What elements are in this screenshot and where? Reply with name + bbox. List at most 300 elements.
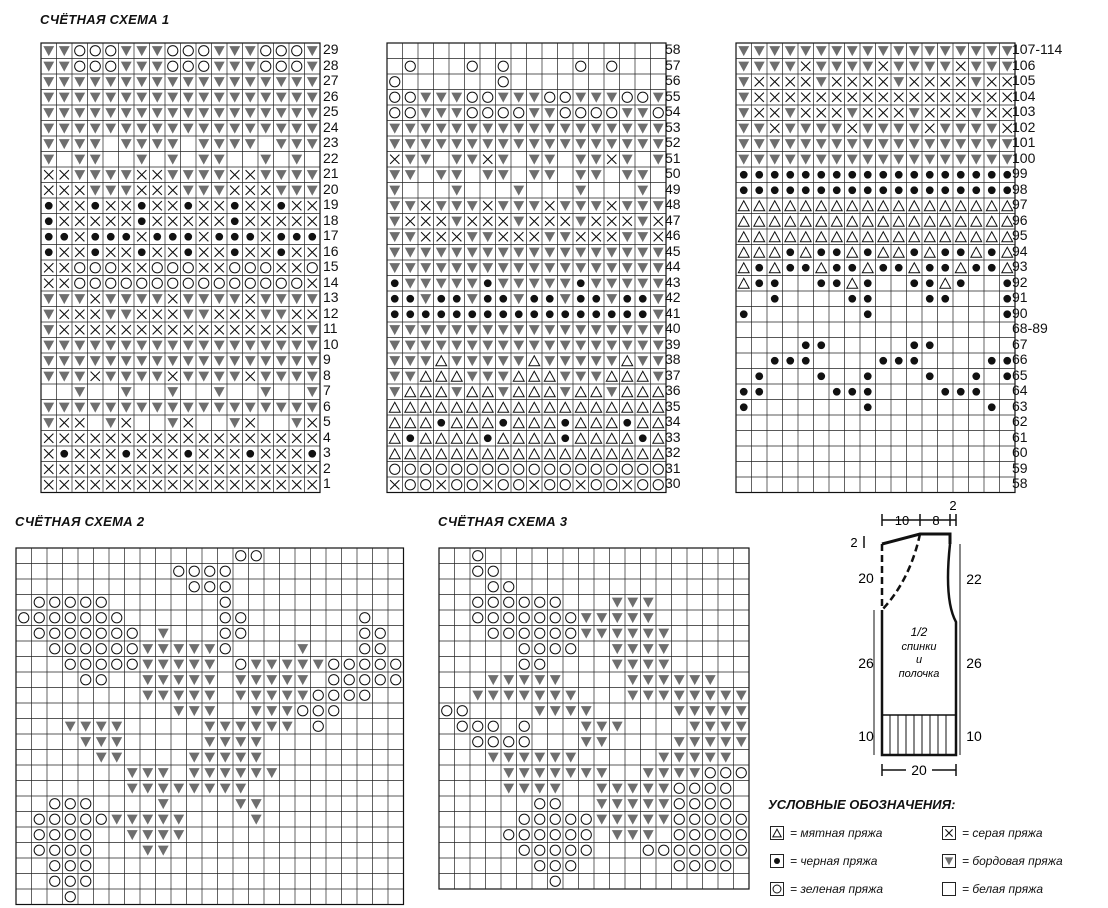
legend-label: = белая пряжа: [962, 882, 1044, 896]
row-number-label: 23: [323, 134, 339, 150]
black-yarn-stitch: [277, 248, 285, 256]
black-yarn-stitch: [817, 171, 825, 179]
black-yarn-stitch: [740, 186, 748, 194]
black-yarn-stitch: [817, 186, 825, 194]
row-number-label: 58: [665, 41, 681, 57]
row-number-label: 12: [323, 304, 339, 321]
black-yarn-stitch: [802, 357, 810, 365]
black-yarn-stitch: [107, 233, 115, 241]
black-yarn-stitch: [623, 419, 631, 427]
black-yarn-stitch: [848, 171, 856, 179]
legend-item: [942, 854, 1063, 868]
garment-pattern-diagram: [838, 500, 1008, 780]
black-yarn-stitch: [308, 450, 316, 458]
row-number-label: 99: [1012, 165, 1028, 181]
black-yarn-stitch: [184, 233, 192, 241]
black-yarn-stitch: [895, 264, 903, 272]
dim-left-26: 26: [858, 655, 874, 671]
black-yarn-stitch: [802, 186, 810, 194]
black-yarn-stitch: [755, 279, 763, 287]
black-yarn-stitch: [910, 186, 918, 194]
black-yarn-stitch: [639, 434, 647, 442]
black-yarn-stitch: [60, 233, 68, 241]
black-yarn-stitch: [391, 295, 399, 303]
row-number-label: 56: [665, 72, 681, 88]
black-yarn-stitch: [926, 171, 934, 179]
black-yarn-stitch: [215, 233, 223, 241]
row-number-label: 48: [665, 196, 681, 212]
black-yarn-stitch: [740, 310, 748, 318]
black-yarn-stitch: [577, 310, 585, 318]
black-yarn-stitch: [817, 279, 825, 287]
row-number-label: 34: [665, 413, 681, 429]
black-yarn-stitch: [484, 295, 492, 303]
scheme2-title: СЧЁТНАЯ СХЕМА 2: [15, 514, 145, 529]
row-number-label: 29: [323, 41, 339, 57]
black-yarn-stitch: [530, 295, 538, 303]
black-yarn-stitch: [771, 279, 779, 287]
row-number-label: 14: [323, 273, 339, 290]
black-yarn-stitch: [926, 295, 934, 303]
burgundy-yarn-stitch: [945, 857, 953, 865]
black-yarn-stitch: [879, 264, 887, 272]
black-yarn-stitch: [786, 171, 794, 179]
black-yarn-stitch: [169, 233, 177, 241]
row-number-label: 17: [323, 227, 339, 243]
row-number-label: 52: [665, 134, 681, 150]
legend-item: [770, 882, 883, 896]
black-yarn-stitch: [592, 310, 600, 318]
legend-symbol-icon: [770, 882, 784, 896]
row-number-label: 16: [323, 242, 339, 259]
row-number-label: 107-114: [1012, 41, 1063, 57]
row-number-label: 3: [323, 444, 331, 460]
black-yarn-stitch: [817, 341, 825, 349]
black-yarn-stitch: [91, 202, 99, 210]
row-number-label: 106: [1012, 56, 1036, 73]
black-yarn-stitch: [406, 295, 414, 303]
black-yarn-stitch: [941, 171, 949, 179]
row-number-label: 55: [665, 87, 681, 104]
row-number-label: 38: [665, 351, 681, 367]
black-yarn-stitch: [864, 186, 872, 194]
black-yarn-stitch: [864, 295, 872, 303]
black-yarn-stitch: [277, 202, 285, 210]
row-number-label: 67: [1012, 335, 1028, 352]
black-yarn-stitch: [246, 233, 254, 241]
black-yarn-stitch: [437, 419, 445, 427]
row-number-label: 91: [1012, 289, 1028, 305]
legend-title: УСЛОВНЫЕ ОБОЗНАЧЕНИЯ:: [768, 797, 956, 812]
black-yarn-stitch: [755, 264, 763, 272]
black-yarn-stitch: [1003, 372, 1011, 380]
row-number-label: 21: [323, 165, 339, 181]
black-yarn-stitch: [864, 279, 872, 287]
black-yarn-stitch: [592, 295, 600, 303]
row-number-label: 50: [665, 165, 681, 181]
black-yarn-stitch: [957, 171, 965, 179]
black-yarn-stitch: [771, 295, 779, 303]
black-yarn-stitch: [484, 434, 492, 442]
row-number-label: 27: [323, 72, 339, 88]
row-number-label: 26: [323, 87, 339, 104]
black-yarn-stitch: [817, 372, 825, 380]
black-yarn-stitch: [755, 171, 763, 179]
scheme3-grid: [438, 547, 750, 890]
dim-left-10: 10: [858, 728, 874, 744]
black-yarn-stitch: [988, 357, 996, 365]
black-yarn-stitch: [1003, 310, 1011, 318]
row-number-label: 10: [323, 335, 339, 352]
black-yarn-stitch: [972, 372, 980, 380]
row-number-label: 97: [1012, 196, 1028, 212]
row-number-label: 62: [1012, 413, 1028, 429]
black-yarn-stitch: [561, 310, 569, 318]
black-yarn-stitch: [926, 372, 934, 380]
black-yarn-stitch: [122, 233, 130, 241]
black-yarn-stitch: [453, 295, 461, 303]
black-yarn-stitch: [972, 264, 980, 272]
black-yarn-stitch: [941, 264, 949, 272]
black-yarn-stitch: [988, 403, 996, 411]
row-number-label: 22: [323, 149, 339, 166]
black-yarn-stitch: [561, 419, 569, 427]
black-yarn-stitch: [740, 388, 748, 396]
black-yarn-stitch: [988, 264, 996, 272]
black-yarn-stitch: [864, 403, 872, 411]
black-yarn-stitch: [910, 171, 918, 179]
black-yarn-stitch: [817, 248, 825, 256]
green-yarn-stitch: [773, 885, 781, 893]
dim-left-20: 20: [858, 570, 874, 586]
row-number-label: 94: [1012, 242, 1028, 259]
gray-yarn-stitch: [945, 829, 952, 836]
row-number-label: 11: [323, 320, 338, 336]
black-yarn-stitch: [406, 310, 414, 318]
black-yarn-stitch: [608, 310, 616, 318]
black-yarn-stitch: [833, 264, 841, 272]
row-number-label: 40: [665, 320, 681, 336]
pattern-label-line4: полочка: [898, 668, 940, 680]
scheme3-title: СЧЁТНАЯ СХЕМА 3: [438, 514, 568, 529]
black-yarn-stitch: [802, 264, 810, 272]
row-number-label: 18: [323, 211, 339, 228]
row-number-label: 6: [323, 397, 331, 414]
black-yarn-stitch: [957, 388, 965, 396]
row-number-label: 104: [1012, 87, 1036, 104]
black-yarn-stitch: [1003, 279, 1011, 287]
black-yarn-stitch: [391, 279, 399, 287]
black-yarn-stitch: [184, 450, 192, 458]
black-yarn-stitch: [941, 186, 949, 194]
black-yarn-stitch: [972, 171, 980, 179]
row-number-label: 100: [1012, 149, 1036, 166]
chart-grid-svg: [735, 42, 1016, 494]
black-yarn-stitch: [786, 248, 794, 256]
black-yarn-stitch: [910, 279, 918, 287]
mint-yarn-stitch: [773, 829, 781, 837]
legend-symbol-icon: [942, 826, 956, 840]
row-number-label: 2: [323, 459, 331, 476]
black-yarn-stitch: [771, 186, 779, 194]
black-yarn-stitch: [546, 310, 554, 318]
black-yarn-stitch: [499, 310, 507, 318]
legend-item: [942, 882, 1043, 896]
black-yarn-stitch: [957, 186, 965, 194]
black-yarn-stitch: [122, 450, 130, 458]
row-number-label: 13: [323, 289, 339, 305]
black-yarn-stitch: [833, 248, 841, 256]
row-number-label: 65: [1012, 366, 1028, 383]
black-yarn-stitch: [833, 171, 841, 179]
black-yarn-stitch: [879, 171, 887, 179]
dim-bottom-20: 20: [911, 762, 927, 778]
row-number-label: 53: [665, 118, 681, 135]
dim-top-2: 2: [949, 500, 957, 513]
black-yarn-stitch: [499, 419, 507, 427]
black-yarn-stitch: [786, 186, 794, 194]
black-yarn-stitch: [988, 171, 996, 179]
black-yarn-stitch: [833, 186, 841, 194]
row-number-label: 58: [1012, 475, 1028, 491]
black-yarn-stitch: [848, 186, 856, 194]
black-yarn-stitch: [138, 217, 146, 225]
black-yarn-stitch: [484, 279, 492, 287]
black-yarn-stitch: [910, 341, 918, 349]
black-yarn-stitch: [895, 171, 903, 179]
black-yarn-stitch: [740, 171, 748, 179]
pattern-label-line2: спинки: [901, 641, 937, 653]
black-yarn-stitch: [639, 310, 647, 318]
row-number-label: 90: [1012, 304, 1028, 321]
row-number-label: 19: [323, 196, 339, 212]
black-yarn-stitch: [910, 248, 918, 256]
row-number-label: 68-89: [1012, 320, 1048, 336]
black-yarn-stitch: [848, 388, 856, 396]
legend-symbol-icon: [770, 826, 784, 840]
row-number-label: 8: [323, 366, 331, 383]
row-number-label: 42: [665, 289, 681, 305]
black-yarn-stitch: [437, 310, 445, 318]
chart-grid-svg: [15, 547, 405, 906]
row-number-label: 47: [665, 211, 681, 228]
black-yarn-stitch: [895, 357, 903, 365]
row-number-label: 105: [1012, 72, 1036, 88]
row-number-label: 30: [665, 475, 681, 491]
scheme1-panel-left-grid: [40, 42, 321, 494]
row-number-label: 64: [1012, 382, 1028, 398]
black-yarn-stitch: [1003, 357, 1011, 365]
black-yarn-stitch: [802, 341, 810, 349]
legend-symbol-icon: [942, 882, 956, 896]
black-yarn-stitch: [802, 171, 810, 179]
black-yarn-stitch: [293, 233, 301, 241]
legend-label: = бордовая пряжа: [962, 854, 1063, 868]
chart-grid-svg: [40, 42, 321, 494]
black-yarn-stitch: [561, 434, 569, 442]
black-yarn-stitch: [972, 388, 980, 396]
black-yarn-stitch: [623, 295, 631, 303]
row-number-label: 54: [665, 103, 681, 119]
row-number-label: 39: [665, 335, 681, 352]
black-yarn-stitch: [972, 186, 980, 194]
black-yarn-stitch: [988, 186, 996, 194]
dim-top-10: 10: [894, 513, 910, 528]
legend-label: = черная пряжа: [790, 854, 878, 868]
black-yarn-stitch: [771, 357, 779, 365]
black-yarn-stitch: [848, 264, 856, 272]
black-yarn-stitch: [941, 295, 949, 303]
black-yarn-stitch: [45, 217, 53, 225]
black-yarn-stitch: [771, 171, 779, 179]
row-number-label: 32: [665, 444, 681, 460]
dim-right-10: 10: [966, 728, 982, 744]
black-yarn-stitch: [499, 295, 507, 303]
black-yarn-stitch: [926, 341, 934, 349]
black-yarn-stitch: [231, 248, 239, 256]
row-number-label: 25: [323, 103, 339, 119]
row-number-label: 4: [323, 428, 331, 445]
chart-grid-svg: [438, 547, 750, 890]
row-number-label: 36: [665, 382, 681, 398]
row-number-label: 92: [1012, 273, 1028, 290]
black-yarn-stitch: [138, 248, 146, 256]
black-yarn-stitch: [910, 357, 918, 365]
black-yarn-stitch: [639, 295, 647, 303]
legend-symbol-icon: [770, 854, 784, 868]
chart-grid-svg: [386, 42, 667, 494]
black-yarn-stitch: [231, 202, 239, 210]
scheme1-panel-right-grid: [735, 42, 1016, 494]
row-number-label: 7: [323, 382, 331, 398]
row-number-label: 95: [1012, 227, 1028, 243]
row-number-label: 51: [665, 149, 681, 166]
black-yarn-stitch: [864, 310, 872, 318]
black-yarn-stitch: [926, 279, 934, 287]
black-yarn-stitch: [184, 202, 192, 210]
row-number-label: 15: [323, 258, 339, 274]
row-number-label: 57: [665, 56, 681, 73]
black-yarn-stitch: [864, 171, 872, 179]
black-yarn-stitch: [879, 357, 887, 365]
row-number-label: 96: [1012, 211, 1028, 228]
black-yarn-stitch: [231, 233, 239, 241]
row-number-label: 33: [665, 428, 681, 445]
black-yarn-stitch: [755, 186, 763, 194]
black-yarn-stitch: [530, 310, 538, 318]
black-yarn-stitch: [308, 233, 316, 241]
black-yarn-stitch: [755, 372, 763, 380]
row-number-label: 49: [665, 180, 681, 197]
black-yarn-stitch: [60, 450, 68, 458]
row-number-label: 28: [323, 56, 339, 73]
black-yarn-stitch: [184, 248, 192, 256]
black-yarn-stitch: [91, 248, 99, 256]
row-number-label: 43: [665, 273, 681, 290]
legend-item: [942, 826, 1043, 840]
black-yarn-stitch: [577, 295, 585, 303]
scheme2-grid: [15, 547, 405, 906]
row-number-label: 45: [665, 242, 681, 259]
row-number-label: 5: [323, 413, 331, 429]
black-yarn-stitch: [786, 264, 794, 272]
legend-label: = зеленая пряжа: [790, 882, 884, 896]
black-yarn-stitch: [941, 248, 949, 256]
dim-left-2: 2: [850, 535, 858, 550]
black-yarn-stitch: [577, 279, 585, 287]
black-yarn-stitch: [926, 264, 934, 272]
black-yarn-stitch: [391, 310, 399, 318]
dim-top-8: 8: [932, 513, 940, 528]
row-number-label: 20: [323, 180, 339, 197]
row-number-label: 101: [1012, 134, 1036, 150]
dim-right-22: 22: [966, 571, 982, 587]
black-yarn-stitch: [864, 248, 872, 256]
scheme1-panel-middle-grid: [386, 42, 667, 494]
black-yarn-stitch: [546, 295, 554, 303]
black-yarn-stitch: [484, 310, 492, 318]
row-number-label: 59: [1012, 459, 1028, 476]
black-yarn-stitch: [515, 310, 523, 318]
black-yarn-stitch: [740, 403, 748, 411]
row-number-label: 37: [665, 366, 681, 383]
row-number-label: 63: [1012, 397, 1028, 414]
black-yarn-stitch: [864, 372, 872, 380]
black-yarn-stitch: [774, 858, 780, 864]
black-yarn-stitch: [277, 233, 285, 241]
black-yarn-stitch: [848, 295, 856, 303]
scheme1-title: СЧЁТНАЯ СХЕМА 1: [40, 12, 170, 27]
row-number-label: 1: [323, 475, 331, 491]
black-yarn-stitch: [45, 202, 53, 210]
black-yarn-stitch: [138, 202, 146, 210]
row-number-label: 98: [1012, 180, 1028, 197]
black-yarn-stitch: [957, 248, 965, 256]
black-yarn-stitch: [153, 233, 161, 241]
black-yarn-stitch: [45, 233, 53, 241]
dim-right-26: 26: [966, 655, 982, 671]
black-yarn-stitch: [1003, 186, 1011, 194]
legend-item: [770, 826, 882, 840]
black-yarn-stitch: [406, 434, 414, 442]
black-yarn-stitch: [833, 279, 841, 287]
black-yarn-stitch: [957, 279, 965, 287]
black-yarn-stitch: [895, 186, 903, 194]
pattern-label-line3: и: [915, 654, 923, 666]
row-number-label: 46: [665, 227, 681, 243]
black-yarn-stitch: [91, 233, 99, 241]
row-number-label: 44: [665, 258, 681, 274]
black-yarn-stitch: [941, 388, 949, 396]
legend-label: = серая пряжа: [962, 826, 1043, 840]
legend-label: = мятная пряжа: [790, 826, 883, 840]
black-yarn-stitch: [833, 388, 841, 396]
row-number-label: 93: [1012, 258, 1028, 274]
black-yarn-stitch: [437, 295, 445, 303]
black-yarn-stitch: [468, 310, 476, 318]
row-number-label: 24: [323, 118, 339, 135]
row-number-label: 66: [1012, 351, 1028, 367]
black-yarn-stitch: [926, 186, 934, 194]
black-yarn-stitch: [755, 388, 763, 396]
black-yarn-stitch: [1003, 295, 1011, 303]
row-number-label: 35: [665, 397, 681, 414]
black-yarn-stitch: [453, 310, 461, 318]
black-yarn-stitch: [623, 310, 631, 318]
black-yarn-stitch: [1003, 171, 1011, 179]
black-yarn-stitch: [246, 450, 254, 458]
row-number-label: 61: [1012, 428, 1028, 445]
